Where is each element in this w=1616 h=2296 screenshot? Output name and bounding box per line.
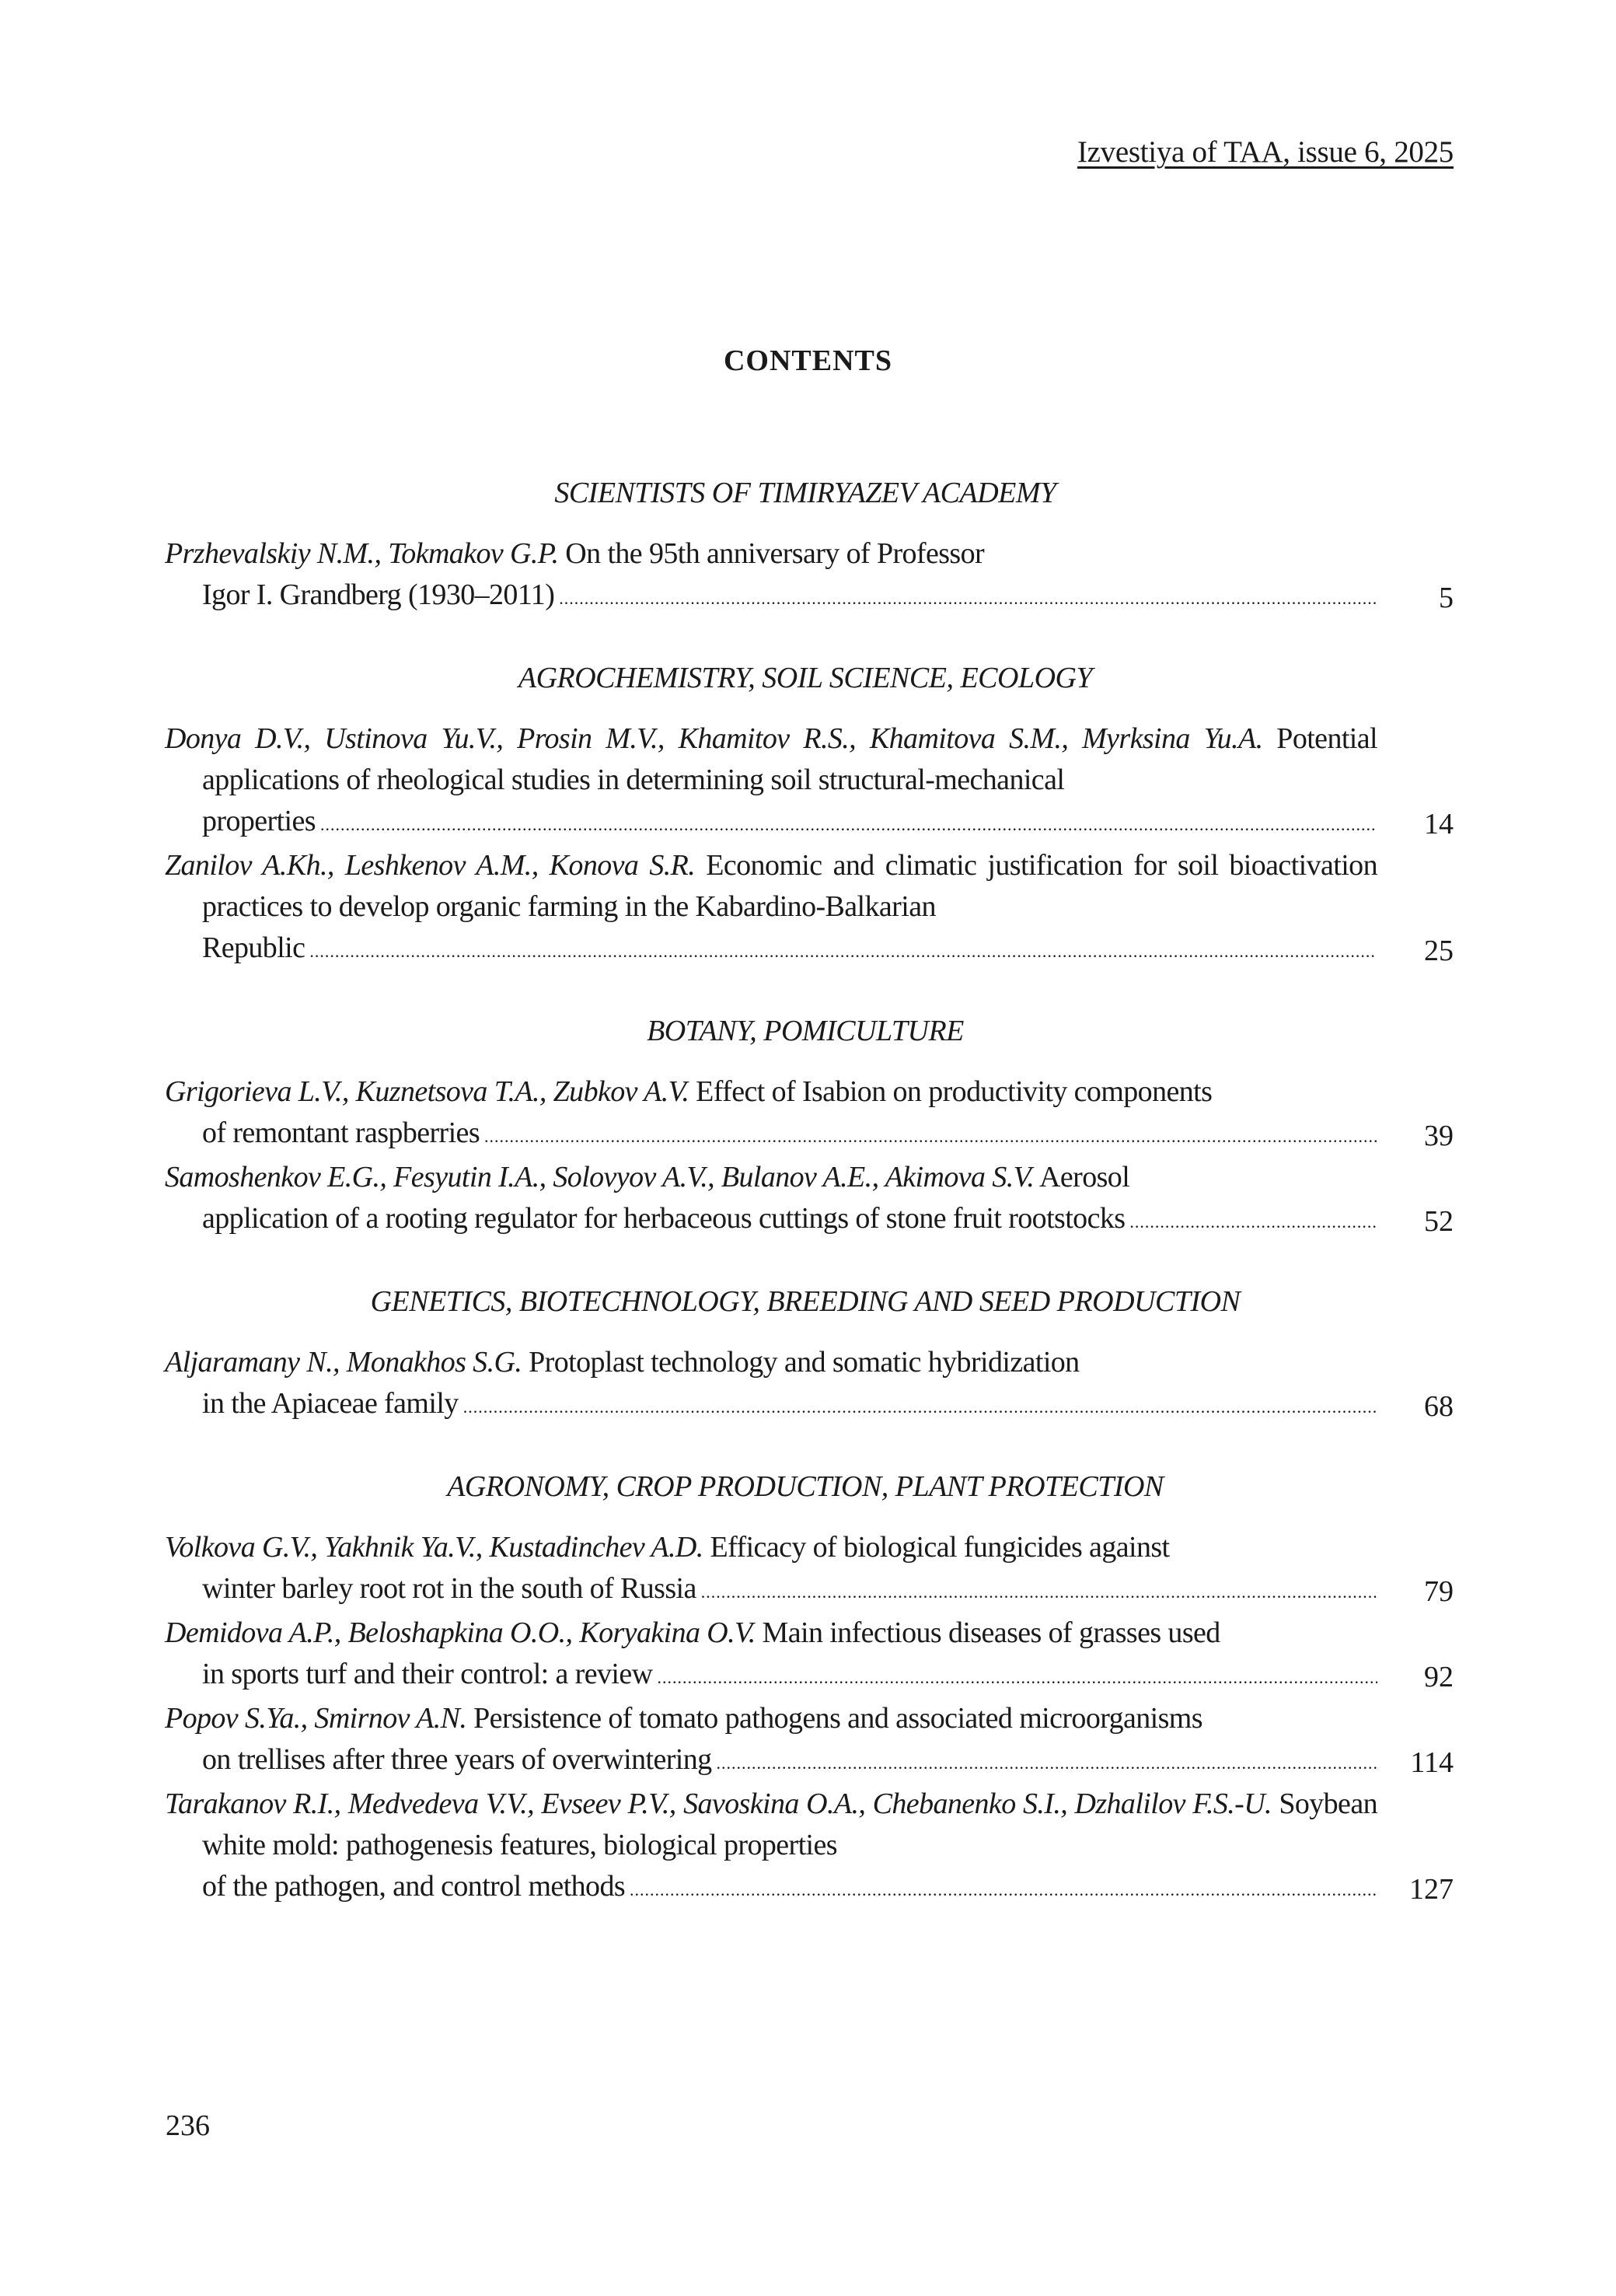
entry-page-number: 68: [1424, 1390, 1454, 1423]
entry-page-number: 5: [1439, 582, 1454, 614]
entry-title: [165, 533, 1377, 575]
entry-authors: Zanilov A.Kh., Leshkenov A.M., Konova S.R.: [165, 849, 696, 882]
entry-title-main: Potential applications of rheological studies in determining soil structural-mechanical: [202, 722, 1377, 796]
entry-last-line: [165, 1654, 1377, 1698]
entry-title-main: Efficacy of biological fungicides against: [703, 1531, 1170, 1564]
toc-section: [165, 1466, 1454, 1910]
entry-title-main: Main infectious diseases of grasses used: [755, 1616, 1220, 1649]
entry-title-main: Economic and climatic justification for soil bioactivation practices to develop organic farming in the Kabardino-Balkarian: [202, 849, 1377, 923]
toc-section: [165, 1011, 1454, 1242]
entry-last-line: [165, 1113, 1377, 1157]
entry-title-main: On the 95th anniversary of Professor: [558, 537, 985, 570]
entry-authors: Tarakanov R.I., Medvedeva V.V., Evseev P.V., Savoskina O.A., Chebanenko S.I., Dzhalilov F.S.-U.: [165, 1788, 1272, 1820]
page-title: CONTENTS: [723, 344, 893, 377]
toc-section: [165, 473, 1454, 619]
toc-entry[interactable]: [165, 1157, 1454, 1242]
entry-authors: Volkova G.V., Yakhnik Ya.V., Kustadinchev A.D.: [165, 1531, 703, 1564]
entry-title: [165, 1157, 1377, 1198]
dot-leader: [463, 1386, 1377, 1428]
dot-leader: [1129, 1201, 1377, 1242]
dot-leader: [657, 1657, 1377, 1698]
entry-last-line: [165, 1198, 1377, 1242]
entry-title-tail: of the pathogen, and control methods: [202, 1870, 626, 1903]
toc-entry[interactable]: [165, 845, 1454, 972]
entry-title: [165, 1784, 1377, 1866]
entry-title: [165, 1698, 1377, 1739]
entry-authors: Popov S.Ya., Smirnov A.N.: [165, 1702, 467, 1735]
entry-title-main: Protoplast technology and somatic hybridization: [522, 1346, 1080, 1379]
entry-title-tail: in sports turf and their control: a review: [202, 1658, 653, 1690]
entry-authors: Samoshenkov E.G., Fesyutin I.A., Solovyov A.V., Bulanov A.E., Akimova S.V.: [165, 1161, 1035, 1193]
section-heading: GENETICS, BIOTECHNOLOGY, BREEDING AND SEED PRODUCTION: [370, 1285, 1241, 1318]
dot-leader: [717, 1742, 1377, 1784]
table-of-contents: [165, 473, 1454, 1949]
toc-entry[interactable]: [165, 533, 1454, 619]
dot-leader: [630, 1869, 1377, 1910]
page-number: 236: [166, 2109, 210, 2142]
toc-entry[interactable]: [165, 718, 1454, 845]
entry-last-line: [165, 1739, 1377, 1784]
toc-entry[interactable]: [165, 1784, 1454, 1910]
entry-title-tail: Republic: [202, 931, 305, 964]
entry-title-tail: of remontant raspberries: [202, 1117, 480, 1149]
entry-title-tail: on trellises after three years of overwintering: [202, 1743, 712, 1776]
toc-entry[interactable]: [165, 1613, 1454, 1698]
entry-authors: Demidova A.P., Beloshapkina O.O., Koryakina O.V.: [165, 1616, 756, 1649]
entry-title-main: Aerosol: [1034, 1161, 1130, 1193]
dot-leader: [559, 578, 1377, 619]
entry-title: [165, 1527, 1377, 1568]
entry-page-number: 52: [1424, 1205, 1454, 1238]
entry-last-line: [165, 801, 1377, 845]
toc-entry[interactable]: [165, 1698, 1454, 1784]
entry-authors: Donya D.V., Ustinova Yu.V., Prosin M.V., Khamitov R.S., Khamitova S.M., Myrksina Yu.A.: [165, 722, 1263, 755]
entry-page-number: 114: [1410, 1746, 1454, 1779]
dot-leader: [309, 931, 1377, 972]
toc-entry[interactable]: [165, 1342, 1454, 1428]
dot-leader: [701, 1571, 1377, 1613]
running-header: Izvestiya of TAA, issue 6, 2025: [1077, 135, 1454, 169]
entry-title-main: Persistence of tomato pathogens and associated microorganisms: [466, 1702, 1202, 1735]
entry-title-tail: application of a rooting regulator for herbaceous cuttings of stone fruit rootstocks: [202, 1202, 1126, 1235]
entry-page-number: 79: [1424, 1575, 1454, 1608]
entry-last-line: [165, 1866, 1377, 1910]
entry-page-number: 39: [1424, 1120, 1454, 1152]
toc-entry[interactable]: [165, 1071, 1454, 1157]
entry-last-line: [165, 575, 1377, 619]
entry-authors: Przhevalskiy N.M., Tokmakov G.P.: [165, 537, 559, 570]
entry-page-number: 14: [1424, 808, 1454, 840]
toc-entry[interactable]: [165, 1527, 1454, 1613]
entry-title: [165, 845, 1377, 928]
section-heading: SCIENTISTS OF TIMIRYAZEV ACADEMY: [554, 477, 1056, 509]
entry-page-number: 127: [1409, 1873, 1454, 1906]
entry-title-main: Effect of Isabion on productivity components: [689, 1075, 1213, 1108]
section-heading: BOTANY, POMICULTURE: [647, 1015, 964, 1047]
entry-last-line: [165, 1568, 1377, 1613]
entry-page-number: 25: [1424, 935, 1454, 967]
entry-last-line: [165, 1383, 1377, 1428]
entry-title-tail: properties: [202, 805, 316, 837]
dot-leader: [320, 804, 1377, 845]
entry-authors: Grigorieva L.V., Kuznetsova T.A., Zubkov A.V.: [165, 1075, 689, 1108]
dot-leader: [484, 1116, 1377, 1157]
entry-last-line: [165, 928, 1377, 972]
entry-title: [165, 1071, 1377, 1113]
entry-title-tail: winter barley root rot in the south of Russia: [202, 1572, 696, 1605]
entry-page-number: 92: [1424, 1661, 1454, 1693]
section-heading: AGRONOMY, CROP PRODUCTION, PLANT PROTECTION: [447, 1470, 1164, 1503]
entry-authors: Aljaramany N., Monakhos S.G.: [165, 1346, 522, 1379]
section-heading: AGROCHEMISTRY, SOIL SCIENCE, ECOLOGY: [518, 662, 1093, 694]
entry-title-tail: Igor I. Grandberg (1930–2011): [202, 578, 555, 611]
entry-title: [165, 1342, 1377, 1383]
entry-title-tail: in the Apiaceae family: [202, 1387, 459, 1420]
toc-section: [165, 1281, 1454, 1428]
toc-section: [165, 658, 1454, 972]
entry-title: [165, 1613, 1377, 1654]
entry-title-main: Soybean white mold: pathogenesis features, biological properties: [202, 1788, 1377, 1861]
entry-title: [165, 718, 1377, 801]
